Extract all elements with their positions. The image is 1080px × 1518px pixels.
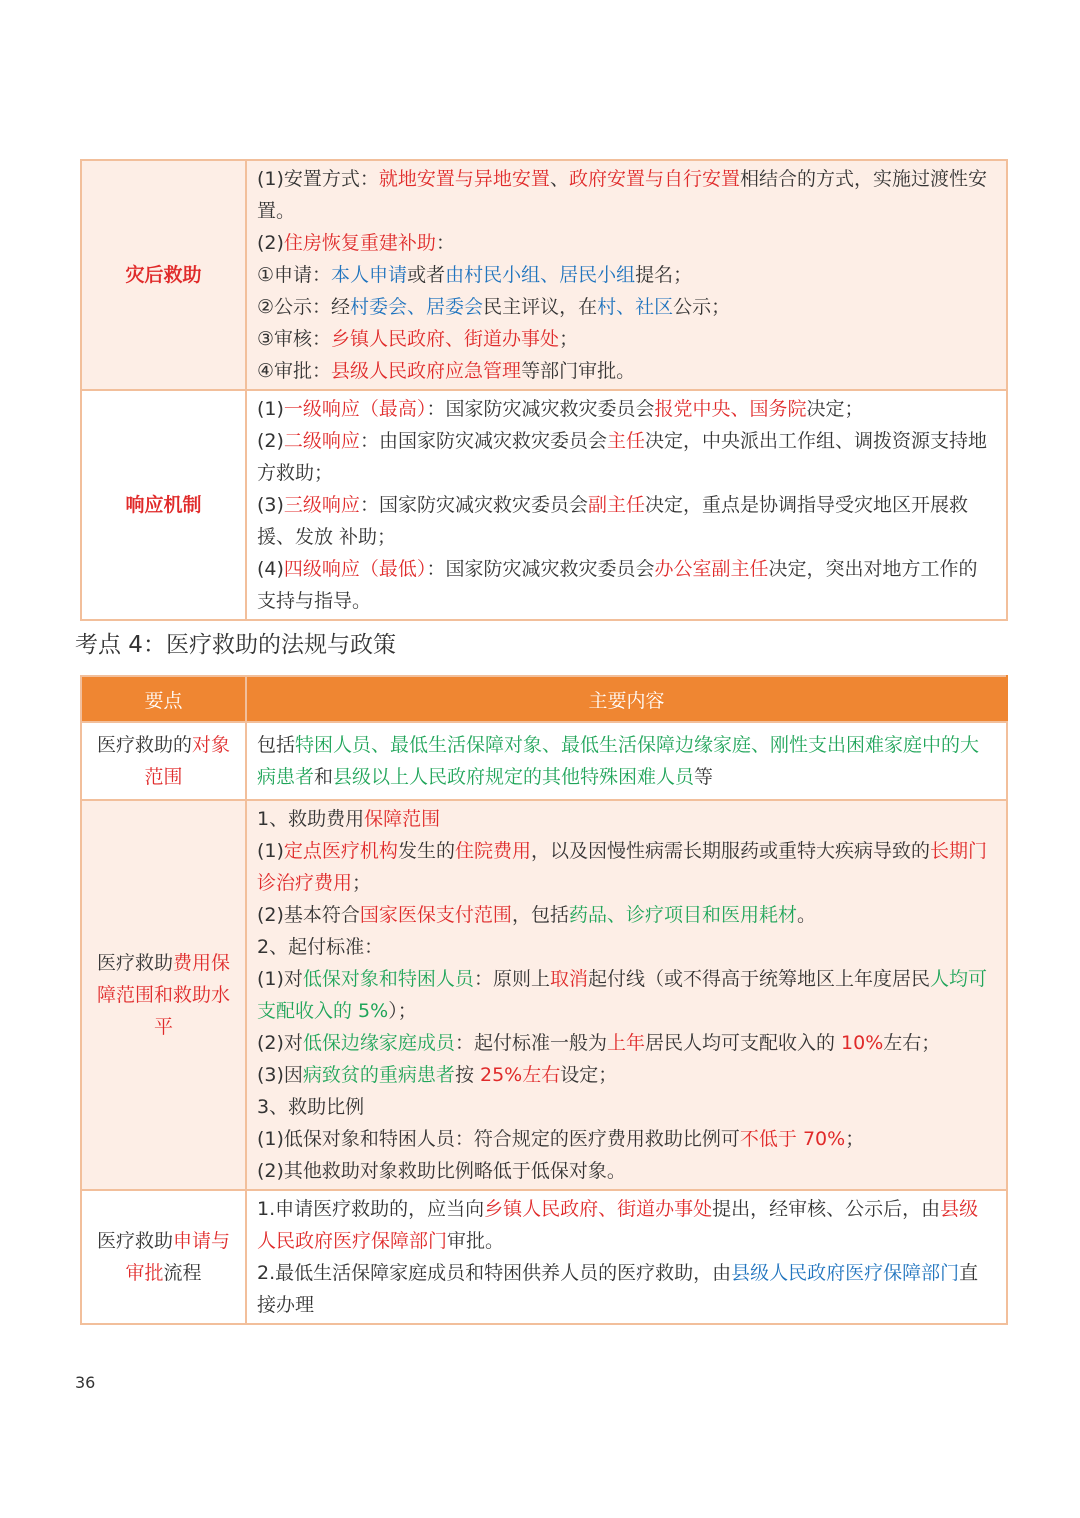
text-segment: 等部门审批。 <box>521 360 636 382</box>
text-segment: (2)基本符合 <box>257 904 360 926</box>
text-segment: ，包括 <box>511 904 569 926</box>
text-segment: 3、救助比例 <box>257 1096 365 1118</box>
text-segment: 公示； <box>673 296 731 318</box>
text-segment: 决定； <box>806 398 864 420</box>
text-segment: 副主任 <box>587 494 645 516</box>
text-segment: (1) <box>257 840 284 862</box>
column-header: 主要内容 <box>246 676 1007 722</box>
content-line <box>257 1193 996 1257</box>
table-header-row <box>81 676 1007 722</box>
row-content <box>246 390 1007 620</box>
text-segment: 2、起付标准： <box>257 936 384 958</box>
text-segment: 决定，中央派出工作组、调拨资源支持地方救助； <box>257 430 987 484</box>
text-segment: 四级响应（最低） <box>283 558 427 580</box>
text-segment: 决定，重点是协调指导受灾地区开展救援、发放 补助； <box>257 494 968 548</box>
text-segment: 住房恢复重建补助 <box>283 232 436 254</box>
text-segment: 相结合的方式，实施过渡性安置。 <box>257 168 987 222</box>
content-line <box>257 163 996 227</box>
text-segment: 保障范围 <box>364 808 441 830</box>
text-segment: 报党中央、国务院 <box>654 398 807 420</box>
text-segment: 10% <box>841 1032 884 1054</box>
content-line <box>257 553 996 617</box>
text-segment: (2) <box>257 430 284 452</box>
text-segment: 住院费用 <box>454 840 531 862</box>
text-segment: (2)其他救助对象救助比例略低于低保对象。 <box>257 1160 626 1182</box>
row-label <box>81 1190 246 1324</box>
text-segment: (4) <box>257 558 284 580</box>
text-segment: 一级响应（最高） <box>283 398 427 420</box>
text-segment: ④审批： <box>257 360 332 382</box>
content-line <box>257 835 996 899</box>
text-segment: 提名； <box>635 264 693 286</box>
text-segment: (3)因 <box>257 1064 303 1086</box>
text-segment: ，以及因慢性病需长期服药或重特大疾病导致的 <box>530 840 930 862</box>
text-segment: 村委会、居委会 <box>350 296 484 318</box>
text-segment: 费用保障范围和救助水平 <box>96 952 231 1038</box>
text-segment: 人均可支配收入的 5% <box>257 968 987 1022</box>
text-segment: 医疗救助 <box>96 952 173 974</box>
text-segment: 医疗救助 <box>96 1230 173 1252</box>
text-segment: 医疗救助的 <box>96 734 192 756</box>
content-line <box>257 899 996 931</box>
page-number: 36 <box>75 1373 96 1392</box>
table-row <box>81 160 1007 390</box>
row-label <box>81 722 246 800</box>
table-row <box>81 1190 1007 1324</box>
text-segment: ； <box>559 328 579 350</box>
text-segment: 低保对象和特困人员 <box>302 968 474 990</box>
disaster-relief-table <box>80 159 1008 621</box>
content-line <box>257 729 996 793</box>
row-content <box>246 800 1007 1190</box>
text-segment: ①申请： <box>257 264 332 286</box>
text-segment: ：国家防灾减灾救灾委员会 <box>426 398 655 420</box>
text-segment: 起付线（或不得高于统筹地区上年度居民 <box>587 968 930 990</box>
text-segment: 县级人民政府医疗保障部门 <box>731 1262 960 1284</box>
text-segment: 药品、诊疗项目和医用耗材 <box>568 904 797 926</box>
text-segment: ； <box>352 872 372 894</box>
text-segment: 长期门诊治疗费用 <box>257 840 987 894</box>
text-segment: 就地安置与异地安置 <box>378 168 550 190</box>
content-line <box>257 1257 996 1321</box>
text-segment: 民主评议，在 <box>483 296 598 318</box>
content-line <box>257 1155 996 1187</box>
text-segment: 设定； <box>560 1064 618 1086</box>
text-segment: 或者 <box>407 264 446 286</box>
table-row <box>81 800 1007 1190</box>
text-segment: 对象范围 <box>144 734 231 788</box>
text-segment: ：国家防灾减灾救灾委员会 <box>426 558 655 580</box>
text-segment: 本人申请 <box>331 264 408 286</box>
text-segment: 流程 <box>163 1262 202 1284</box>
text-segment: 病致贫的重病患者 <box>302 1064 455 1086</box>
text-segment: (2) <box>257 232 284 254</box>
text-segment: 上年 <box>606 1032 645 1054</box>
content-line <box>257 803 996 835</box>
content-line <box>257 259 996 291</box>
text-segment: 包括 <box>257 734 296 756</box>
text-segment: 申请与审批 <box>125 1230 231 1284</box>
row-label: 响应机制 <box>81 390 246 620</box>
text-segment: (3) <box>257 494 284 516</box>
text-segment: 25%左右 <box>479 1064 561 1086</box>
text-segment: (1)安置方式： <box>257 168 379 190</box>
text-segment: 村、社区 <box>597 296 674 318</box>
text-segment: ： <box>435 232 455 254</box>
text-segment: 特困人员、最低生活保障对象、最低生活保障边缘家庭、刚性支出困难家庭中的大病患者 <box>257 734 980 788</box>
text-segment: (2)对 <box>257 1032 303 1054</box>
text-segment: 乡镇人民政府、街道办事处 <box>484 1198 713 1220</box>
text-segment: ：原则上 <box>473 968 550 990</box>
medical-aid-table <box>80 675 1008 1325</box>
text-segment: 由村民小组、居民小组 <box>445 264 636 286</box>
text-segment: (1)对 <box>257 968 303 990</box>
text-segment: 县级以上人民政府规定的其他特殊困难人员 <box>333 766 695 788</box>
content-line <box>257 291 996 323</box>
text-segment: ②公示：经 <box>257 296 351 318</box>
text-segment: 1、救助费用 <box>257 808 365 830</box>
text-segment: 低保边缘家庭成员 <box>302 1032 455 1054</box>
row-label: 灾后救助 <box>81 160 246 390</box>
text-segment: 提出，经审核、公示后，由 <box>712 1198 941 1220</box>
text-segment: ：起付标准一般为 <box>454 1032 607 1054</box>
text-segment: 乡镇人民政府、街道办事处 <box>331 328 560 350</box>
text-segment: ：国家防灾减灾救灾委员会 <box>359 494 588 516</box>
row-content <box>246 160 1007 390</box>
text-segment: ）； <box>388 1000 417 1022</box>
content-line <box>257 425 996 489</box>
text-segment: 县级人民政府应急管理 <box>331 360 522 382</box>
text-segment: 三级响应 <box>283 494 360 516</box>
content-line <box>257 393 996 425</box>
text-segment: 、 <box>549 168 569 190</box>
text-segment: 二级响应 <box>283 430 360 452</box>
text-segment: 定点医疗机构 <box>283 840 398 862</box>
text-segment: ：由国家防灾减灾救灾委员会 <box>359 430 607 452</box>
text-segment: (1) <box>257 398 284 420</box>
content-line <box>257 1059 996 1091</box>
text-segment: 按 <box>454 1064 480 1086</box>
content-line <box>257 931 996 963</box>
content-line <box>257 1091 996 1123</box>
text-segment: 取消 <box>549 968 588 990</box>
text-segment: 和 <box>314 766 334 788</box>
text-segment: 决定，突出对地方工作的支持与指导。 <box>257 558 978 612</box>
text-segment: 左右； <box>883 1032 941 1054</box>
text-segment: 不低于 70% <box>739 1128 846 1150</box>
content-line <box>257 227 996 259</box>
text-segment: 审批。 <box>447 1230 505 1252</box>
column-header: 要点 <box>81 676 246 722</box>
text-segment: 发生的 <box>397 840 455 862</box>
text-segment: 居民人均可支配收入的 <box>644 1032 842 1054</box>
content-line <box>257 489 996 553</box>
text-segment: 等 <box>694 766 714 788</box>
content-line <box>257 355 996 387</box>
row-content <box>246 1190 1007 1324</box>
row-content <box>246 722 1007 800</box>
text-segment: 政府安置与自行安置 <box>568 168 740 190</box>
text-segment: 主任 <box>606 430 645 452</box>
text-segment: 1.申请医疗救助的，应当向 <box>257 1198 485 1220</box>
text-segment: 直接办理 <box>257 1262 979 1316</box>
text-segment: 县级人民政府医疗保障部门 <box>257 1198 979 1252</box>
text-segment: 国家医保支付范围 <box>359 904 512 926</box>
content-line <box>257 1123 996 1155</box>
table-row <box>81 390 1007 620</box>
content-line <box>257 323 996 355</box>
row-label <box>81 800 246 1190</box>
content-line <box>257 1027 996 1059</box>
content-line <box>257 963 996 1027</box>
text-segment: ③审核： <box>257 328 332 350</box>
text-segment: 2.最低生活保障家庭成员和特困供养人员的医疗救助，由 <box>257 1262 732 1284</box>
text-segment: 办公室副主任 <box>654 558 769 580</box>
text-segment: ； <box>845 1128 865 1150</box>
text-segment: 。 <box>796 904 816 926</box>
section-title: 考点 4：医疗救助的法规与政策 <box>75 632 396 658</box>
table-row <box>81 722 1007 800</box>
text-segment: (1)低保对象和特困人员：符合规定的医疗费用救助比例可 <box>257 1128 740 1150</box>
